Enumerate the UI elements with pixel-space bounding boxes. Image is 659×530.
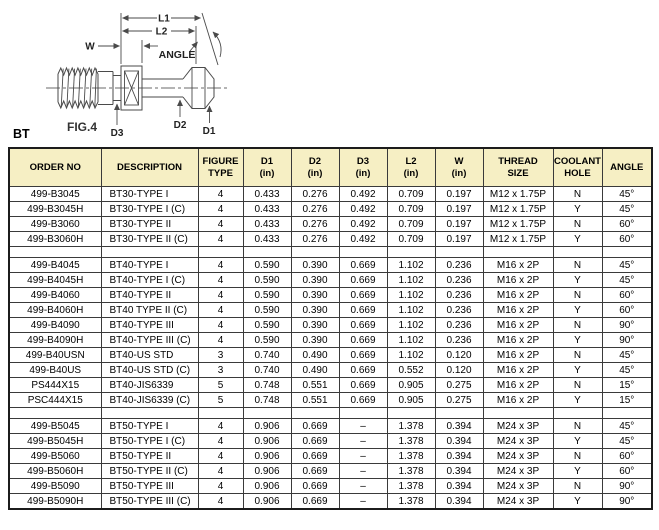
table-cell: 0.590 xyxy=(243,273,291,288)
table-cell: BT40-TYPE II xyxy=(101,288,198,303)
table-cell: 0.394 xyxy=(435,434,483,449)
table-cell: 3 xyxy=(198,348,243,363)
table-cell: 499-B4060 xyxy=(9,288,101,303)
table-cell: 4 xyxy=(198,333,243,348)
column-header: THREAD SIZE xyxy=(483,148,553,187)
table-cell: 0.905 xyxy=(387,378,435,393)
table-cell: 0.236 xyxy=(435,258,483,273)
table-cell: M16 x 2P xyxy=(483,348,553,363)
table-cell: 15° xyxy=(602,378,652,393)
table-cell: 0.492 xyxy=(339,217,387,232)
table-cell: BT40-JIS6339 xyxy=(101,378,198,393)
table-cell: 0.669 xyxy=(291,464,339,479)
table-cell: 0.433 xyxy=(243,217,291,232)
table-cell: 0.236 xyxy=(435,333,483,348)
table-cell: 0.669 xyxy=(339,273,387,288)
table-cell: 499-B5090H xyxy=(9,494,101,510)
table-cell: 1.378 xyxy=(387,449,435,464)
empty-cell xyxy=(483,408,553,419)
table-row xyxy=(9,348,652,363)
table-cell: BT30-TYPE II (C) xyxy=(101,232,198,247)
table-cell: 499-B4045 xyxy=(9,258,101,273)
table-cell: N xyxy=(553,258,602,273)
table-cell: Y xyxy=(553,434,602,449)
table-cell: 45° xyxy=(602,187,652,202)
empty-cell xyxy=(602,247,652,258)
d1-label: D1 xyxy=(202,126,216,137)
table-cell: BT50-TYPE II xyxy=(101,449,198,464)
table-cell: 4 xyxy=(198,434,243,449)
table-cell: N xyxy=(553,419,602,434)
table-cell: 0.669 xyxy=(291,434,339,449)
empty-cell xyxy=(198,247,243,258)
table-cell: 0.551 xyxy=(291,393,339,408)
table-cell: BT40-US STD (C) xyxy=(101,363,198,378)
table-cell: 499-B3060H xyxy=(9,232,101,247)
empty-cell xyxy=(9,408,101,419)
table-cell: 1.378 xyxy=(387,464,435,479)
table-cell: BT50-TYPE I (C) xyxy=(101,434,198,449)
table-cell: 0.669 xyxy=(339,288,387,303)
table-cell: BT40-JIS6339 (C) xyxy=(101,393,198,408)
table-cell: 4 xyxy=(198,258,243,273)
table-cell: M24 x 3P xyxy=(483,464,553,479)
l2-label: L2 xyxy=(155,26,168,38)
table-row xyxy=(9,303,652,318)
table-cell: 90° xyxy=(602,494,652,510)
table-cell: BT50-TYPE II (C) xyxy=(101,464,198,479)
column-header: FIGURE TYPE xyxy=(198,148,243,187)
empty-cell xyxy=(243,247,291,258)
table-cell: 0.669 xyxy=(339,303,387,318)
table-cell: 0.669 xyxy=(291,419,339,434)
empty-cell xyxy=(101,408,198,419)
group-separator-row xyxy=(9,247,652,258)
table-cell: 5 xyxy=(198,393,243,408)
table-cell: Y xyxy=(553,464,602,479)
table-cell: 0.275 xyxy=(435,393,483,408)
d2-label: D2 xyxy=(173,120,187,131)
table-cell: M16 x 2P xyxy=(483,303,553,318)
table-cell: 45° xyxy=(602,348,652,363)
table-cell: 0.906 xyxy=(243,419,291,434)
table-cell: 0.490 xyxy=(291,348,339,363)
table-cell: 0.906 xyxy=(243,494,291,510)
table-cell: 1.378 xyxy=(387,494,435,510)
table-cell: BT40 TYPE II (C) xyxy=(101,303,198,318)
d3-label: D3 xyxy=(110,128,124,139)
table-cell: 0.669 xyxy=(291,449,339,464)
table-cell: 45° xyxy=(602,419,652,434)
table-cell: – xyxy=(339,449,387,464)
table-cell: 0.492 xyxy=(339,187,387,202)
table-cell: 0.552 xyxy=(387,363,435,378)
table-cell: BT40-TYPE III xyxy=(101,318,198,333)
table-cell: 0.906 xyxy=(243,434,291,449)
table-cell: 499-B5090 xyxy=(9,479,101,494)
table-cell: 0.197 xyxy=(435,217,483,232)
table-cell: BT40-TYPE I (C) xyxy=(101,273,198,288)
table-cell: BT30-TYPE II xyxy=(101,217,198,232)
table-row xyxy=(9,393,652,408)
table-cell: 0.669 xyxy=(339,393,387,408)
table-cell: 1.102 xyxy=(387,273,435,288)
table-cell: N xyxy=(553,479,602,494)
table-cell: PS444X15 xyxy=(9,378,101,393)
table-cell: 4 xyxy=(198,217,243,232)
table-cell: 0.669 xyxy=(291,494,339,510)
table-cell: N xyxy=(553,217,602,232)
table-cell: 4 xyxy=(198,449,243,464)
empty-cell xyxy=(9,247,101,258)
table-cell: 0.394 xyxy=(435,479,483,494)
table-row xyxy=(9,378,652,393)
table-cell: 0.490 xyxy=(291,363,339,378)
table-cell: 1.102 xyxy=(387,318,435,333)
table-cell: 1.378 xyxy=(387,434,435,449)
angle-label: ANGLE xyxy=(158,49,196,61)
table-cell: 45° xyxy=(602,258,652,273)
table-cell: 4 xyxy=(198,464,243,479)
table-cell: 499-B40US xyxy=(9,363,101,378)
table-cell: 0.740 xyxy=(243,348,291,363)
table-cell: M16 x 2P xyxy=(483,393,553,408)
table-cell: 60° xyxy=(602,288,652,303)
series-label: BT xyxy=(13,127,30,141)
table-cell: Y xyxy=(553,393,602,408)
table-cell: 0.276 xyxy=(291,217,339,232)
table-cell: Y xyxy=(553,363,602,378)
table-cell: 4 xyxy=(198,187,243,202)
table-cell: 0.275 xyxy=(435,378,483,393)
table-cell: 0.276 xyxy=(291,187,339,202)
table-cell: 0.394 xyxy=(435,449,483,464)
table-cell: 1.102 xyxy=(387,258,435,273)
table-cell: M24 x 3P xyxy=(483,419,553,434)
table-cell: 90° xyxy=(602,479,652,494)
empty-cell xyxy=(339,247,387,258)
table-row xyxy=(9,419,652,434)
table-cell: 0.551 xyxy=(291,378,339,393)
table-cell: 499-B5045H xyxy=(9,434,101,449)
table-cell: 90° xyxy=(602,333,652,348)
table-cell: 1.102 xyxy=(387,333,435,348)
table-cell: Y xyxy=(553,232,602,247)
table-cell: 0.709 xyxy=(387,232,435,247)
column-header: L2 (in) xyxy=(387,148,435,187)
table-cell: Y xyxy=(553,333,602,348)
table-cell: – xyxy=(339,464,387,479)
empty-cell xyxy=(243,408,291,419)
table-cell: 0.120 xyxy=(435,363,483,378)
table-cell: 0.709 xyxy=(387,187,435,202)
table-cell: 60° xyxy=(602,232,652,247)
table-row xyxy=(9,187,652,202)
table-cell: 0.433 xyxy=(243,202,291,217)
table-cell: 5 xyxy=(198,378,243,393)
table-cell: 0.905 xyxy=(387,393,435,408)
table-cell: N xyxy=(553,378,602,393)
table-cell: M24 x 3P xyxy=(483,479,553,494)
table-cell: 4 xyxy=(198,419,243,434)
pull-stud-drawing xyxy=(0,0,250,143)
table-cell: 4 xyxy=(198,494,243,510)
empty-cell xyxy=(101,247,198,258)
table-cell: 60° xyxy=(602,303,652,318)
table-cell: 499-B40USN xyxy=(9,348,101,363)
table-cell: 0.492 xyxy=(339,232,387,247)
table-cell: 0.236 xyxy=(435,318,483,333)
table-row xyxy=(9,479,652,494)
table-cell: 15° xyxy=(602,393,652,408)
table-cell: 0.390 xyxy=(291,318,339,333)
table-cell: 1.102 xyxy=(387,303,435,318)
table-cell: 499-B5060 xyxy=(9,449,101,464)
table-cell: 0.390 xyxy=(291,258,339,273)
table-cell: 0.590 xyxy=(243,333,291,348)
table-header-row xyxy=(9,148,652,187)
table-cell: 4 xyxy=(198,288,243,303)
table-cell: 0.394 xyxy=(435,494,483,510)
table-cell: – xyxy=(339,419,387,434)
table-cell: 4 xyxy=(198,232,243,247)
empty-cell xyxy=(553,408,602,419)
table-cell: 45° xyxy=(602,363,652,378)
table-row xyxy=(9,333,652,348)
table-cell: 0.709 xyxy=(387,217,435,232)
table-cell: 0.276 xyxy=(291,202,339,217)
table-cell: 0.748 xyxy=(243,393,291,408)
table-cell: 0.390 xyxy=(291,303,339,318)
empty-cell xyxy=(387,247,435,258)
table-cell: 0.709 xyxy=(387,202,435,217)
table-cell: 0.590 xyxy=(243,288,291,303)
table-cell: 0.748 xyxy=(243,378,291,393)
table-cell: 0.236 xyxy=(435,303,483,318)
w-label: W xyxy=(85,41,95,53)
table-row xyxy=(9,202,652,217)
column-header: W (in) xyxy=(435,148,483,187)
table-cell: 60° xyxy=(602,464,652,479)
table-cell: 1.378 xyxy=(387,419,435,434)
table-cell: 499-B4060H xyxy=(9,303,101,318)
table-cell: M16 x 2P xyxy=(483,273,553,288)
table-cell: 0.669 xyxy=(339,318,387,333)
table-cell: N xyxy=(553,449,602,464)
empty-cell xyxy=(602,408,652,419)
table-cell: M16 x 2P xyxy=(483,288,553,303)
table-cell: 0.669 xyxy=(339,348,387,363)
empty-cell xyxy=(483,247,553,258)
table-cell: 60° xyxy=(602,217,652,232)
table-cell: 0.394 xyxy=(435,464,483,479)
table-cell: 1.102 xyxy=(387,288,435,303)
table-cell: 499-B5045 xyxy=(9,419,101,434)
table-cell: M24 x 3P xyxy=(483,434,553,449)
table-cell: 0.390 xyxy=(291,288,339,303)
table-cell: 499-B4090H xyxy=(9,333,101,348)
pull-stud-diagram xyxy=(0,0,250,143)
empty-cell xyxy=(291,247,339,258)
table-row xyxy=(9,288,652,303)
table-cell: Y xyxy=(553,303,602,318)
l1-label: L1 xyxy=(158,13,170,25)
table-cell: BT50-TYPE I xyxy=(101,419,198,434)
product-table xyxy=(8,147,653,510)
table-row xyxy=(9,217,652,232)
table-cell: 0.236 xyxy=(435,288,483,303)
table-cell: M16 x 2P xyxy=(483,258,553,273)
table-row xyxy=(9,363,652,378)
table-cell: 4 xyxy=(198,202,243,217)
table-cell: N xyxy=(553,288,602,303)
table-cell: 0.236 xyxy=(435,273,483,288)
table-cell: BT30-TYPE I xyxy=(101,187,198,202)
table-cell: 1.378 xyxy=(387,479,435,494)
table-cell: N xyxy=(553,318,602,333)
table-cell: M24 x 3P xyxy=(483,494,553,510)
table-cell: 0.669 xyxy=(291,479,339,494)
table-cell: 499-B4090 xyxy=(9,318,101,333)
table-cell: M12 x 1.75P xyxy=(483,202,553,217)
table-cell: 0.390 xyxy=(291,333,339,348)
table-cell: BT30-TYPE I (C) xyxy=(101,202,198,217)
table-row xyxy=(9,318,652,333)
table-cell: 0.590 xyxy=(243,303,291,318)
table-cell: – xyxy=(339,479,387,494)
empty-cell xyxy=(553,247,602,258)
table-cell: M16 x 2P xyxy=(483,363,553,378)
table-cell: 4 xyxy=(198,318,243,333)
table-cell: 0.740 xyxy=(243,363,291,378)
empty-cell xyxy=(291,408,339,419)
table-row xyxy=(9,232,652,247)
empty-cell xyxy=(339,408,387,419)
figure-label: FIG.4 xyxy=(66,120,98,134)
table-cell: 0.669 xyxy=(339,363,387,378)
table-cell: 0.197 xyxy=(435,187,483,202)
table-row xyxy=(9,464,652,479)
table-cell: 0.390 xyxy=(291,273,339,288)
table-cell: Y xyxy=(553,494,602,510)
angle-reference-line xyxy=(202,13,218,65)
table-cell: 4 xyxy=(198,303,243,318)
table-cell: 0.669 xyxy=(339,378,387,393)
table-cell: M12 x 1.75P xyxy=(483,232,553,247)
table-cell: 0.433 xyxy=(243,232,291,247)
table-cell: 4 xyxy=(198,479,243,494)
table-cell: 90° xyxy=(602,318,652,333)
table-cell: M16 x 2P xyxy=(483,378,553,393)
table-cell: 0.197 xyxy=(435,202,483,217)
table-cell: 0.906 xyxy=(243,479,291,494)
empty-cell xyxy=(435,408,483,419)
table-cell: 0.492 xyxy=(339,202,387,217)
table-cell: Y xyxy=(553,202,602,217)
group-separator-row xyxy=(9,408,652,419)
empty-cell xyxy=(198,408,243,419)
column-header: COOLANT HOLE xyxy=(553,148,602,187)
table-cell: 499-B5060H xyxy=(9,464,101,479)
table-cell: 0.590 xyxy=(243,258,291,273)
table-head xyxy=(9,148,652,187)
table-cell: 1.102 xyxy=(387,348,435,363)
table-cell: 499-B3045H xyxy=(9,202,101,217)
table-row xyxy=(9,258,652,273)
table-cell: 0.394 xyxy=(435,419,483,434)
table-cell: 0.906 xyxy=(243,464,291,479)
table-cell: 45° xyxy=(602,273,652,288)
empty-cell xyxy=(387,408,435,419)
table-cell: 0.197 xyxy=(435,232,483,247)
table-row xyxy=(9,494,652,510)
table-cell: 0.276 xyxy=(291,232,339,247)
table-cell: – xyxy=(339,434,387,449)
table-cell: 0.669 xyxy=(339,333,387,348)
table-cell: M16 x 2P xyxy=(483,333,553,348)
table-cell: M12 x 1.75P xyxy=(483,187,553,202)
table-cell: – xyxy=(339,494,387,510)
table-row xyxy=(9,434,652,449)
column-header: D3 (in) xyxy=(339,148,387,187)
table-cell: M16 x 2P xyxy=(483,318,553,333)
column-header: D2 (in) xyxy=(291,148,339,187)
column-header: DESCRIPTION xyxy=(101,148,198,187)
table-cell: 60° xyxy=(602,449,652,464)
table-cell: 499-B3045 xyxy=(9,187,101,202)
table-cell: M24 x 3P xyxy=(483,449,553,464)
table-cell: 0.669 xyxy=(339,258,387,273)
table-cell: BT50-TYPE III (C) xyxy=(101,494,198,510)
table-cell: 45° xyxy=(602,434,652,449)
empty-cell xyxy=(435,247,483,258)
table-cell: 4 xyxy=(198,273,243,288)
table-cell: M12 x 1.75P xyxy=(483,217,553,232)
table-cell: 499-B3060 xyxy=(9,217,101,232)
table-row xyxy=(9,449,652,464)
table-cell: BT50-TYPE III xyxy=(101,479,198,494)
table-cell: BT40-TYPE I xyxy=(101,258,198,273)
table-body xyxy=(9,187,652,510)
column-header: D1 (in) xyxy=(243,148,291,187)
column-header: ORDER NO xyxy=(9,148,101,187)
table-cell: PSC444X15 xyxy=(9,393,101,408)
table-cell: BT40-TYPE III (C) xyxy=(101,333,198,348)
table-cell: Y xyxy=(553,273,602,288)
table-cell: 3 xyxy=(198,363,243,378)
table-cell: 45° xyxy=(602,202,652,217)
table-cell: 0.433 xyxy=(243,187,291,202)
column-header: ANGLE xyxy=(602,148,652,187)
table-cell: N xyxy=(553,187,602,202)
table-row xyxy=(9,273,652,288)
table-cell: 499-B4045H xyxy=(9,273,101,288)
table-cell: 0.590 xyxy=(243,318,291,333)
table-cell: N xyxy=(553,348,602,363)
table-cell: BT40-US STD xyxy=(101,348,198,363)
table-cell: 0.906 xyxy=(243,449,291,464)
table-cell: 0.120 xyxy=(435,348,483,363)
